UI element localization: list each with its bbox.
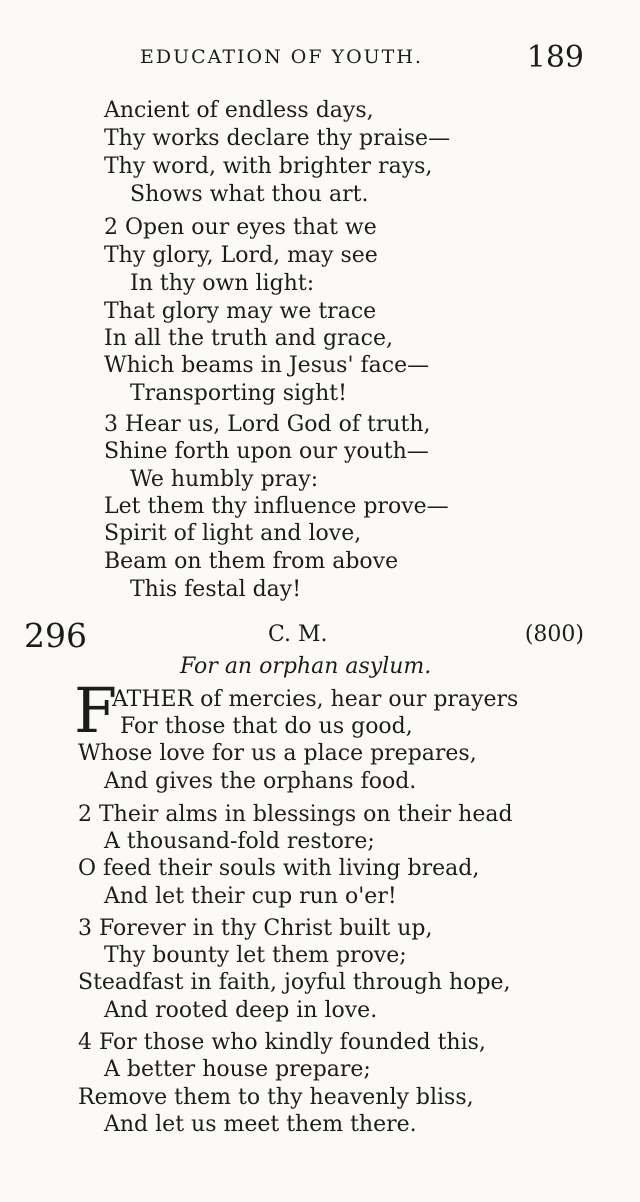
- verse-line: For those that do us good,: [120, 714, 413, 739]
- hymn-number: 296: [24, 616, 87, 655]
- verse-line: Remove them to thy heavenly bliss,: [78, 1085, 474, 1110]
- verse-line: 3 Hear us, Lord God of truth,: [104, 412, 431, 437]
- tune-reference: (800): [524, 622, 584, 647]
- verse-line: Thy bounty let them prove;: [104, 943, 407, 968]
- verse-line: 3 Forever in thy Christ built up,: [78, 916, 433, 941]
- verse-line: 2 Open our eyes that we: [104, 215, 377, 240]
- drop-cap: F: [74, 674, 118, 747]
- running-head: EDUCATION OF YOUTH.: [140, 46, 423, 68]
- verse-line: O feed their souls with living bread,: [78, 856, 480, 881]
- verse-line: A thousand-fold restore;: [104, 829, 375, 854]
- first-line: ATHER of mercies, hear our prayers: [112, 687, 519, 712]
- verse-line: And let us meet them there.: [104, 1112, 417, 1137]
- verse-line: Steadfast in faith, joyful through hope,: [78, 970, 511, 995]
- verse-line: This festal day!: [130, 577, 302, 602]
- verse-line: 2 Their alms in blessings on their head: [78, 802, 513, 827]
- hymn-subtitle: For an orphan asylum.: [180, 654, 432, 679]
- verse-line: Ancient of endless days,: [104, 98, 374, 123]
- verse-line: Beam on them from above: [104, 549, 399, 574]
- verse-line: In thy own light:: [130, 271, 315, 296]
- verse-line: That glory may we trace: [104, 299, 377, 324]
- verse-line: 4 For those who kindly founded this,: [78, 1030, 486, 1055]
- verse-line: A better house prepare;: [104, 1057, 371, 1082]
- verse-line: Let them thy influence prove—: [104, 494, 449, 519]
- verse-line: Spirit of light and love,: [104, 521, 362, 546]
- verse-line: And let their cup run o'er!: [104, 884, 397, 909]
- verse-line: Thy word, with brighter rays,: [104, 154, 433, 179]
- verse-line: In all the truth and grace,: [104, 326, 393, 351]
- verse-line: And rooted deep in love.: [104, 998, 378, 1023]
- verse-line: Whose love for us a place prepares,: [78, 741, 477, 766]
- verse-line: Which beams in Jesus' face—: [104, 353, 430, 378]
- verse-line: Shine forth upon our youth—: [104, 439, 429, 464]
- verse-line: We humbly pray:: [130, 467, 319, 492]
- verse-line: And gives the orphans food.: [104, 769, 417, 794]
- verse-line: Thy glory, Lord, may see: [104, 243, 378, 268]
- verse-line: Transporting sight!: [130, 381, 347, 406]
- verse-line: Shows what thou art.: [130, 182, 369, 207]
- verse-line: Thy works declare thy praise—: [104, 126, 451, 151]
- page-number: 189: [526, 40, 584, 75]
- hymn-meter: C. M.: [268, 622, 328, 647]
